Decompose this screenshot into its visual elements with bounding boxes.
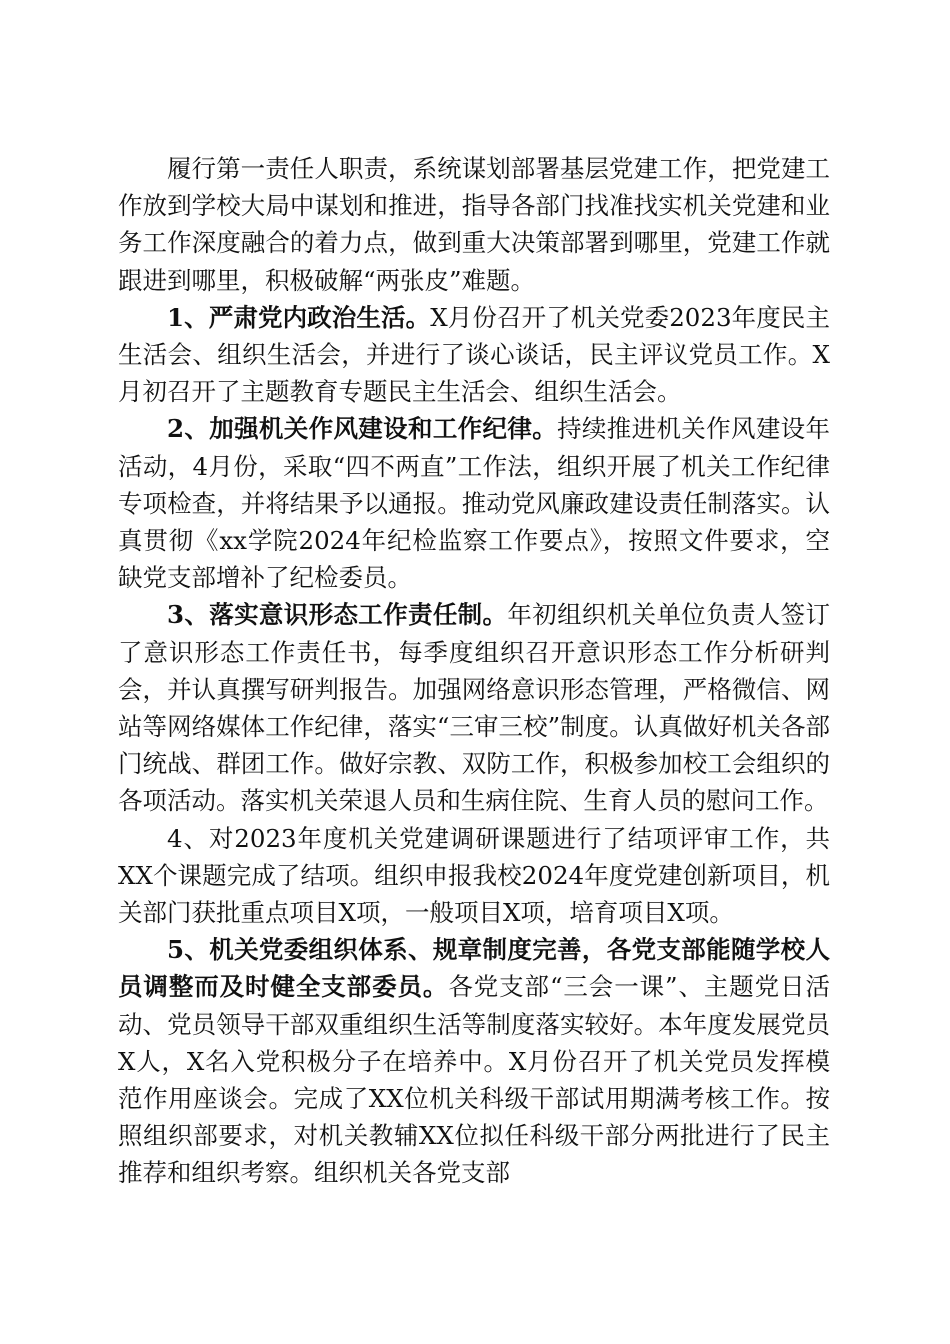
paragraph-text: 履行第一责任人职责，系统谋划部署基层党建工作，把党建工作放到学校大局中谋划和推进，指导各部门找准找实机关党建和业务工作深度融合的着力点，做到重大决策部署到哪里，党建工作就跟进到哪里，积极破解“两张皮”难题。 xyxy=(118,154,830,295)
paragraph-heading: 3、落实意识形态工作责任制。 xyxy=(167,600,508,630)
paragraph-text: 年初组织机关单位负责人签订了意识形态工作责任书，每季度组织召开意识形态工作分析研判会，并认真撰写研判报告。加强网络意识形态管理，严格微信、网站等网络媒体工作纪律，落实“三审三校”制度。认真做好机关各部门统战、群团工作。做好宗教、双防工作，积极参加校工会组织的各项活动。落实机关荣退人员和生病住院、生育人员的慰问工作。 xyxy=(118,600,831,816)
paragraph-party-responsibility xyxy=(118,150,830,299)
paragraph-text: 持续推进机关作风建设年活动，4月份，采取“四不两直”工作法，组织开展了机关工作纪律专项检查，并将结果予以通报。推动党风廉政建设责任制落实。认真贯彻《xx学院2024年纪检监察工作要点》，按照文件要求，空缺党支部增补了纪检委员。 xyxy=(118,414,831,593)
paragraph-heading: 5、机关党委组织体系、规章制度完善，各党支部能随学校人员调整而及时健全支部委员。 xyxy=(118,935,830,1002)
paragraph-text: 4、对2023年度机关党建调研课题进行了结项评审工作，共XX个课题完成了结项。组织申报我校2024年度党建创新项目，机关部门获批重点项目X项，一般项目X项，培育项目X项。 xyxy=(118,823,830,928)
paragraph-work-style xyxy=(118,410,830,596)
paragraph-heading: 1、严肃党内政治生活。 xyxy=(167,302,431,332)
paragraph-text: X月份召开了机关党委2023年度民主生活会、组织生活会，并进行了谈心谈话，民主评议党员工作。X月初召开了主题教育专题民主生活会、组织生活会。 xyxy=(118,302,830,407)
paragraph-organization-system xyxy=(118,931,830,1191)
document-body xyxy=(118,150,830,1192)
paragraph-research-projects xyxy=(118,820,830,932)
paragraph-heading: 2、加强机关作风建设和工作纪律。 xyxy=(167,414,558,444)
paragraph-political-life xyxy=(118,299,830,411)
paragraph-ideology xyxy=(118,596,830,819)
paragraph-text: 各党支部“三会一课”、主题党日活动、党员领导干部双重组织生活等制度落实较好。本年度发展党员X人，X名入党积极分子在培养中。X月份召开了机关党员发挥模范作用座谈会。完成了XX位机关科级干部试用期满考核工作。按照组织部要求，对机关教辅XX位拟任科级干部分两批进行了民主推荐和组织考察。组织机关各党支部 xyxy=(118,972,830,1188)
